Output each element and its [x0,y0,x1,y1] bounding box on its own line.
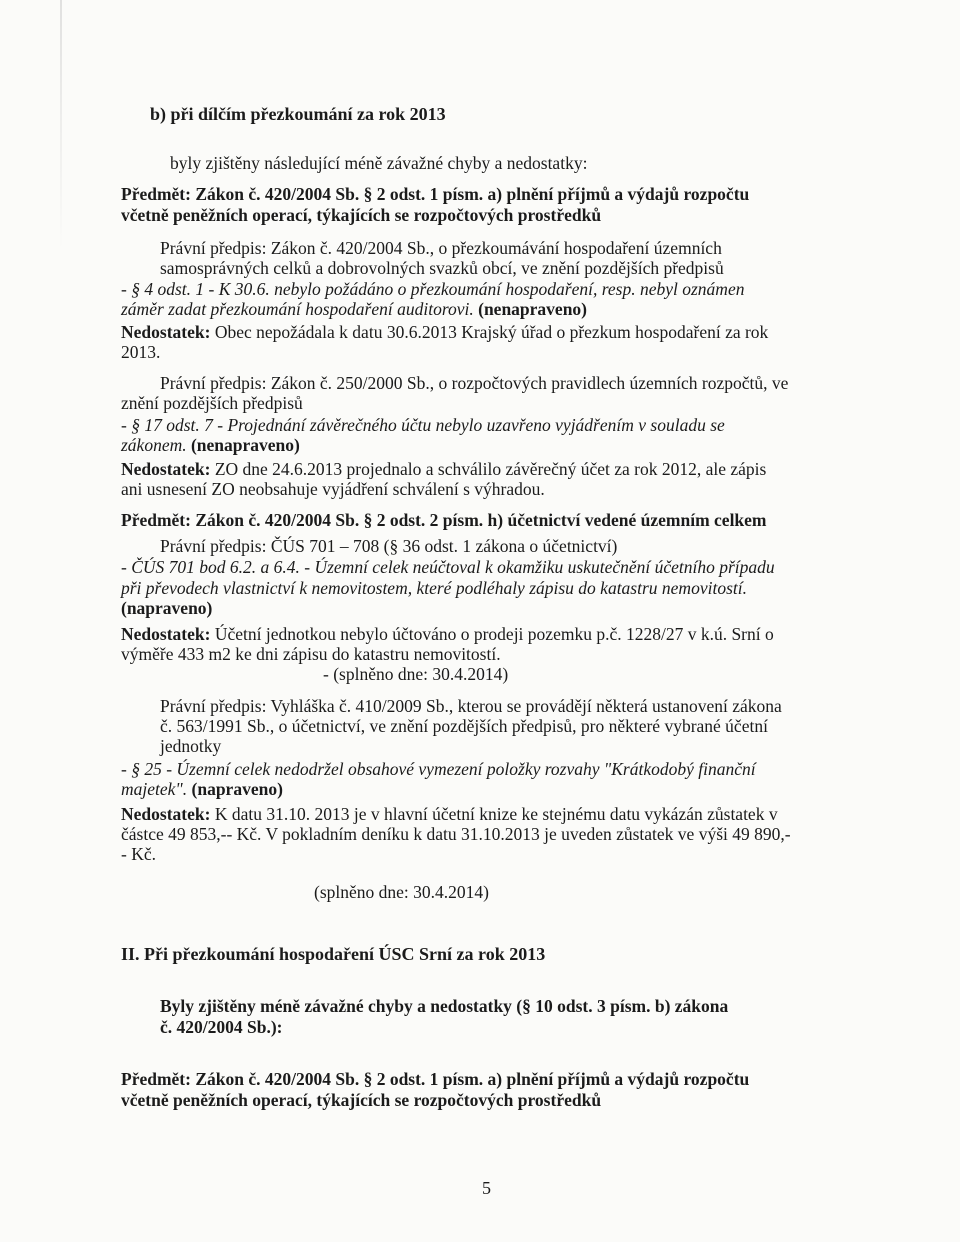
section-b-intro: byly zjištěny následující méně závažné chyby a nedostatky: [170,153,588,173]
block-4-legal-basis-line-1: Právní předpis: Vyhláška č. 410/2009 Sb., kterou se provádějí některá ustanovení zákona [160,696,782,716]
block-4-legal-basis-line-3: jednotky [160,736,222,756]
block-1-deficiency-text: Obec nepožádala k datu 30.6.2013 Krajský úřad o přezkum hospodaření za rok [210,322,769,342]
block-2-provision-text: zákonem. [121,435,187,455]
block-4-legal-basis-line-2: č. 563/1991 Sb., o účetnictví, ve znění pozdějších předpisů, pro některé vybrané účetní [160,716,768,736]
block-3-status: (napraveno) [121,598,213,618]
block-2-deficiency-line-1 [121,459,766,479]
block-2-provision-line-1: - § 17 odst. 7 - Projednání závěrečného účtu nebylo uzavřeno vyjádřením v souladu se [121,415,725,435]
block-1-legal-basis-line-1: Právní předpis: Zákon č. 420/2004 Sb., o přezkoumávání hospodaření územních [160,238,722,258]
block-4-provision-line-2 [121,779,283,799]
block-1-deficiency-line-1 [121,322,768,342]
block-2-deficiency-text: ZO dne 24.6.2013 projednalo a schválilo závěrečný účet za rok 2012, ale zápis [210,459,767,479]
block-4-fulfilled: (splněno dne: 30.4.2014) [314,882,489,902]
subject-1-line-1: Předmět: Zákon č. 420/2004 Sb. § 2 odst. 1 písm. a) plnění příjmů a výdajů rozpočtu [121,184,750,204]
block-4-deficiency-line-1 [121,804,778,824]
block-3-provision-line-1: - ČÚS 701 bod 6.2. a 6.4. - Územní celek neúčtoval k okamžiku uskutečnění účetního případu [121,557,775,577]
block-2-status: (nenapraveno) [186,435,300,455]
block-1-status: (nenapraveno) [473,299,588,319]
subject-1-line-2: včetně peněžních operací, týkajících se rozpočtových prostředků [121,205,602,225]
block-1-provision-text: záměr zadat přezkoumání hospodaření auditorovi. [121,299,474,319]
block-1-deficiency-line-2: 2013. [121,342,161,362]
block-2-legal-basis-line-1: Právní předpis: Zákon č. 250/2000 Sb., o rozpočtových pravidlech územních rozpočtů, ve [160,373,789,393]
section-b-heading: b) při dílčím přezkoumání za rok 2013 [150,104,446,124]
block-1-deficiency-label: Nedostatek: [121,322,211,342]
block-3-fulfilled: - (splněno dne: 30.4.2014) [323,664,509,684]
block-2-deficiency-label: Nedostatek: [121,459,211,479]
block-4-deficiency-line-2: částce 49 853,-- Kč. V pokladním deníku k datu 31.10.2013 je uveden zůstatek ve výši 49 890,- [121,824,791,844]
block-3-deficiency-line-2: výměře 433 m2 ke dni zápisu do katastru nemovitostí. [121,644,501,664]
scan-edge-shadow [60,0,62,250]
section-ii-heading: II. Při přezkoumání hospodaření ÚSC Srní za rok 2013 [121,944,546,964]
section-ii-intro-line-2: č. 420/2004 Sb.): [160,1017,283,1037]
subject-3-line-1: Předmět: Zákon č. 420/2004 Sb. § 2 odst. 1 písm. a) plnění příjmů a výdajů rozpočtu [121,1069,750,1089]
block-3-provision-line-2: při převodech vlastnictví k nemovitostem, které podléhaly zápisu do katastru nemovitostí. [121,578,747,598]
subject-3-line-2: včetně peněžních operací, týkajících se rozpočtových prostředků [121,1090,602,1110]
block-4-provision-line-1: - § 25 - Územní celek nedodržel obsahové vymezení položky rozvahy "Krátkodobý finanční [121,759,756,779]
block-1-provision-line-1: - § 4 odst. 1 - K 30.6. nebylo požádáno o přezkoumání hospodaření, resp. nebyl oznámen [121,279,745,299]
block-3-deficiency-line-1 [121,624,774,644]
subject-2-line-1: Předmět: Zákon č. 420/2004 Sb. § 2 odst. 2 písm. h) účetnictví vedené územním celkem [121,510,767,530]
block-1-provision-line-2 [121,299,587,319]
block-2-legal-basis-line-2: znění pozdějších předpisů [121,393,303,413]
block-3-deficiency-text: Účetní jednotkou nebylo účtováno o prodeji pozemku p.č. 1228/27 v k.ú. Srní o [210,624,774,644]
block-1-legal-basis-line-2: samosprávných celků a dobrovolných svazků obcí, ve znění pozdějších předpisů [160,258,724,278]
block-2-provision-line-2 [121,435,300,455]
block-2-deficiency-line-2: ani usnesení ZO neobsahuje vyjádření schválení s výhradou. [121,479,545,499]
block-4-deficiency-label: Nedostatek: [121,804,211,824]
section-ii-intro-line-1: Byly zjištěny méně závažné chyby a nedostatky (§ 10 odst. 3 písm. b) zákona [160,996,729,1016]
block-4-status: (napraveno) [187,779,283,799]
block-4-deficiency-line-3: - Kč. [121,844,156,864]
block-4-provision-text: majetek". [121,779,188,799]
page-number: 5 [482,1178,491,1198]
block-3-legal-basis: Právní předpis: ČÚS 701 – 708 (§ 36 odst. 1 zákona o účetnictví) [160,536,618,556]
block-4-deficiency-text: K datu 31.10. 2013 je v hlavní účetní knize ke stejnému datu vykázán zůstatek v [210,804,778,824]
block-3-deficiency-label: Nedostatek: [121,624,211,644]
